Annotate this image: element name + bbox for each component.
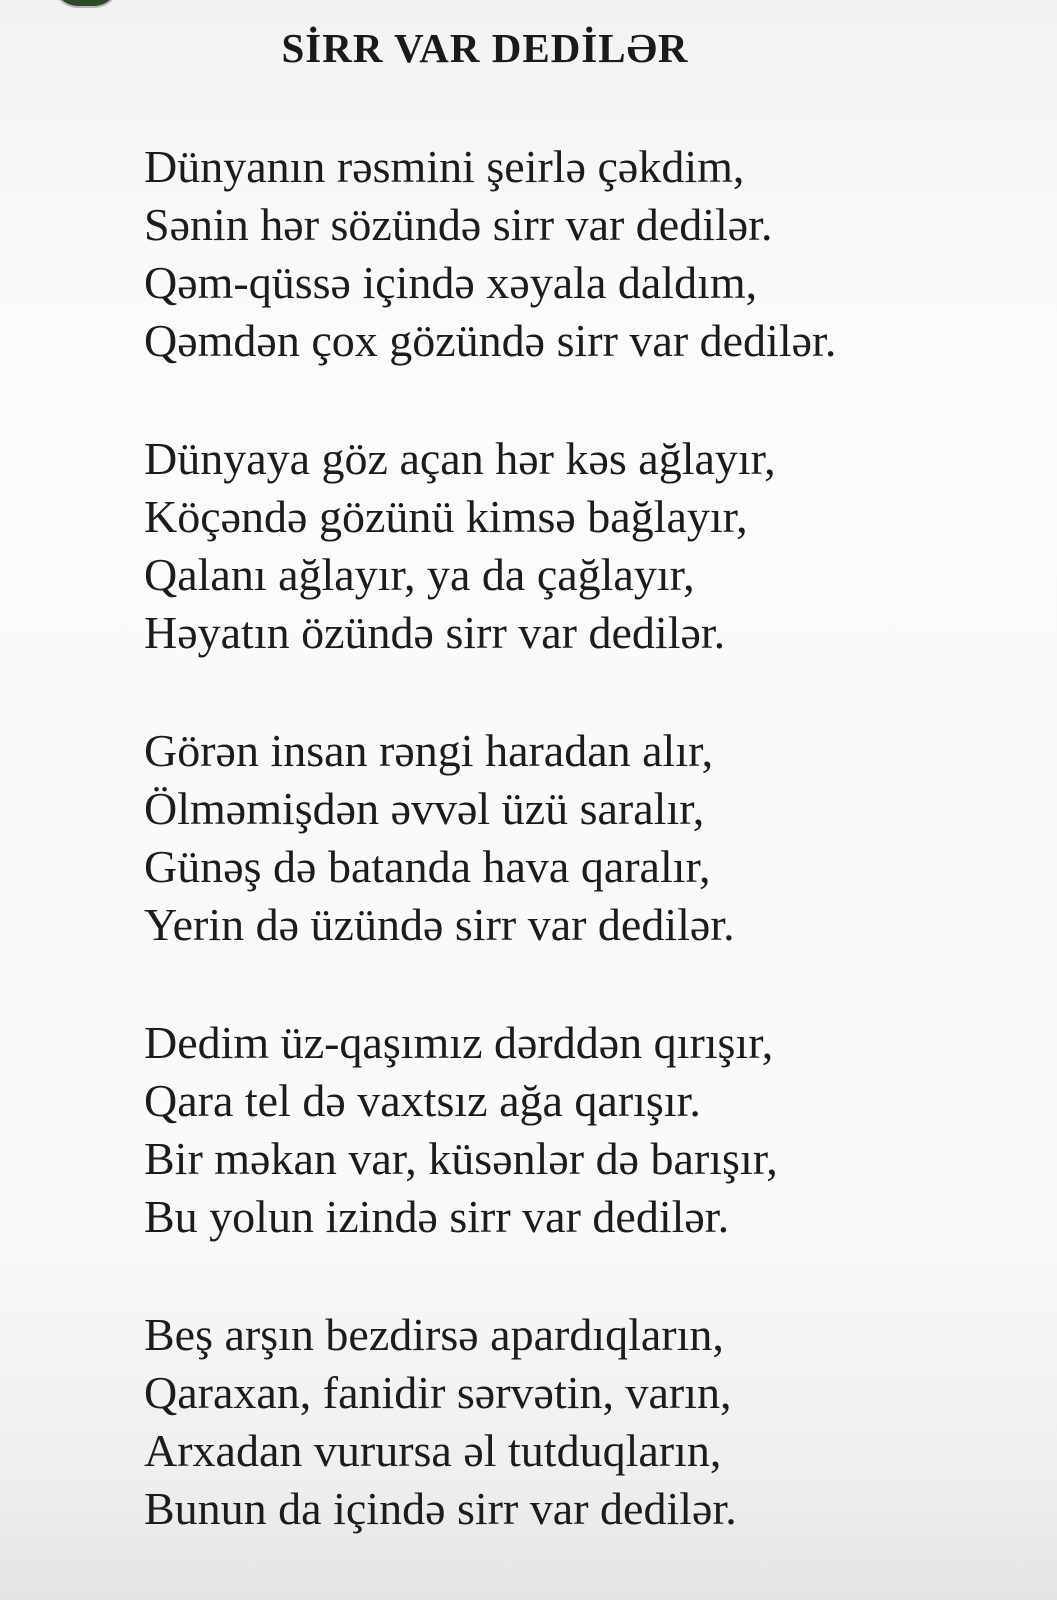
stanza-4 xyxy=(144,1014,1024,1246)
poem-body xyxy=(144,138,1024,1598)
poem-line: Qəmdən çox gözündə sirr var dedilər. xyxy=(144,315,837,366)
poem-line: Ölməmişdən əvvəl üzü saralır, xyxy=(144,783,705,834)
poem-line: Qəm-qüssə içində xəyala daldım, xyxy=(144,257,758,308)
poem-line: Günəş də batanda hava qaralır, xyxy=(144,841,711,892)
poem-line: Qara tel də vaxtsız ağa qarışır. xyxy=(144,1075,701,1126)
poem-line: Qalanı ağlayır, ya da çağlayır, xyxy=(144,549,695,600)
stanza-2 xyxy=(144,430,1024,662)
stanza-3 xyxy=(144,722,1024,954)
poem-line: Dedim üz-qaşımız dərddən qırışır, xyxy=(144,1017,774,1068)
poem-line: Görən insan rəngi haradan alır, xyxy=(144,725,714,776)
poem-title: SİRR VAR DEDİLƏR xyxy=(281,25,689,71)
avatar[interactable] xyxy=(52,0,120,8)
poem-line: Sənin hər sözündə sirr var dedilər. xyxy=(144,199,773,250)
poem-line: Dünyanın rəsmini şeirlə çəkdim, xyxy=(144,141,745,192)
poem-line: Həyatın özündə sirr var dedilər. xyxy=(144,607,726,658)
poem-line: Dünyaya göz açan hər kəs ağlayır, xyxy=(144,433,776,484)
poem-line: Yerin də üzündə sirr var dedilər. xyxy=(144,899,735,950)
poem-line: Köçəndə gözünü kimsə bağlayır, xyxy=(144,491,748,542)
poem-line: Bir məkan var, küsənlər də barışır, xyxy=(144,1133,778,1184)
poem-line: Bu yolun izində sirr var dedilər. xyxy=(144,1191,730,1242)
poem-line: Bunun da içində sirr var dedilər. xyxy=(144,1483,737,1534)
poem-line: Arxadan vurursa əl tutduqların, xyxy=(144,1425,722,1476)
poem-line: Qaraxan, fanidir sərvətin, varın, xyxy=(144,1367,732,1418)
stanza-5 xyxy=(144,1306,1024,1538)
stanza-1 xyxy=(144,138,1024,370)
poem-line: Beş arşın bezdirsə apardıqların, xyxy=(144,1309,724,1360)
